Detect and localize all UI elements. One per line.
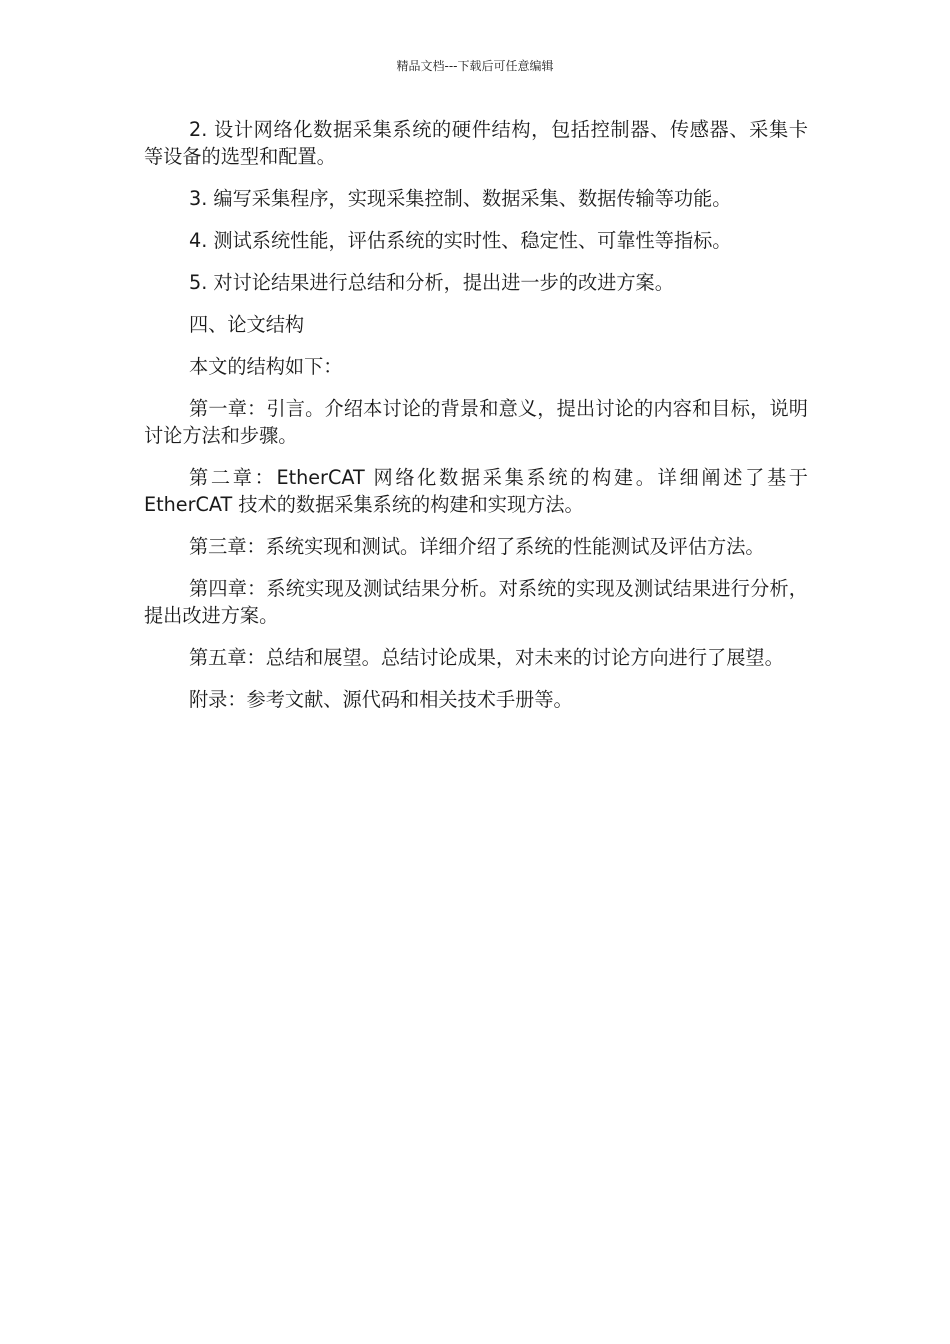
paragraph-chapter-5: 第五章：总结和展望。总结讨论成果，对未来的讨论方向进行了展望。	[189, 646, 784, 669]
paragraph-chapter-1: 第一章：引言。介绍本讨论的背景和意义，提出讨论的内容和目标，说明讨论方法和步骤。	[144, 397, 808, 447]
paragraph-step-5: 5. 对讨论结果进行总结和分析，提出进一步的改进方案。	[189, 271, 674, 294]
document-body	[144, 116, 808, 728]
paragraph-step-3: 3. 编写采集程序，实现采集控制、数据采集、数据传输等功能。	[189, 187, 732, 210]
section-heading: 四、论文结构	[189, 313, 305, 336]
paragraph-step-4: 4. 测试系统性能，评估系统的实时性、稳定性、可靠性等指标。	[189, 229, 732, 252]
paragraph-chapter-3: 第三章：系统实现和测试。详细介绍了系统的性能测试及评估方法。	[189, 535, 765, 558]
paragraph-chapter-2: 第二章：EtherCAT 网络化数据采集系统的构建。详细阐述了基于 EtherCAT 技术的数据采集系统的构建和实现方法。	[144, 466, 808, 516]
paragraph-step-2: 2. 设计网络化数据采集系统的硬件结构，包括控制器、传感器、采集卡等设备的选型和配置。	[144, 118, 808, 168]
page-header: 精品文档---下载后可任意编辑	[396, 59, 554, 73]
paragraph-chapter-4: 第四章：系统实现及测试结果分析。对系统的实现及测试结果进行分析，提出改进方案。	[144, 577, 808, 627]
paragraph-appendix: 附录：参考文献、源代码和相关技术手册等。	[189, 688, 573, 711]
paragraph-structure-intro: 本文的结构如下：	[189, 355, 343, 378]
